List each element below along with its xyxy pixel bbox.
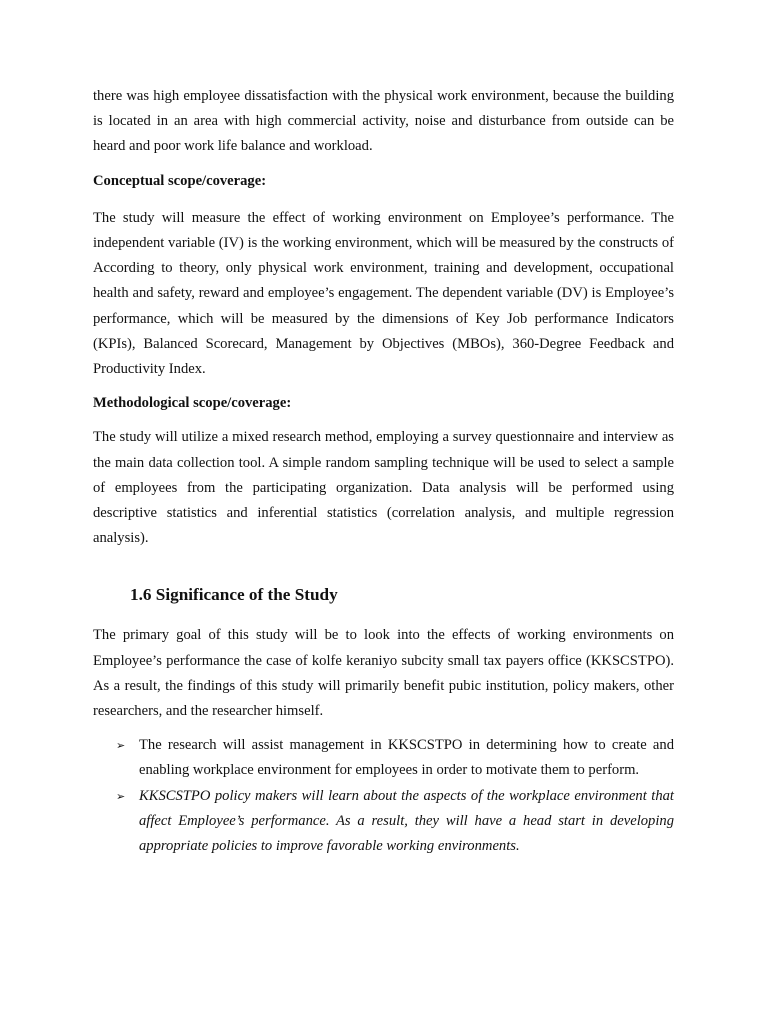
section-title-significance: 1.6 Significance of the Study <box>130 585 338 605</box>
list-item <box>93 784 674 860</box>
methodological-scope-heading: Methodological scope/coverage: <box>93 395 292 412</box>
significance-paragraph: The primary goal of this study will be to look into the effects of working environments on Employee’s performance the case of kolfe keraniyo subcity small tax payers office (KKSCSTPO). As a result, the findings of this study will primarily benefit pubic institution, policy makers, other researchers, and the researcher himself. <box>93 627 674 720</box>
bullet-text: The research will assist management in KKSCSTPO in determining how to create and enabling workplace environment for employees in order to motivate them to perform. <box>139 737 674 779</box>
document-page <box>93 84 674 859</box>
conceptual-scope-paragraph: The study will measure the effect of working environment on Employee’s performance. The independent variable (IV) is the working environment, which will be measured by the constructs of According to theory, only physical work environment, training and development, occupational health and safety, reward and employee’s engagement. The dependent variable (DV) is Employee’s performance, which will be measured by the dimensions of Key Job performance Indicators (KPIs), Balanced Scorecard, Management by Objectives (MBOs), 360-Degree Feedback and Productivity Index. <box>93 209 674 378</box>
bullet-text: KKSCSTPO policy makers will learn about the aspects of the workplace environment that affect Employee’s performance. As a result, they will have a head start in developing appropriate policies to improve favorable working environments. <box>139 787 674 855</box>
conceptual-scope-heading: Conceptual scope/coverage: <box>93 172 267 189</box>
list-item <box>93 733 674 783</box>
methodological-scope-paragraph: The study will utilize a mixed research method, employing a survey questionnaire and interview as the main data collection tool. A simple random sampling technique will be used to select a sample of employees from the participating organization. Data analysis will be performed using descriptive statistics and inferential statistics (correlation analysis, and multiple regression analysis). <box>93 429 674 547</box>
significance-bullet-list <box>93 733 674 859</box>
arrow-bullet-icon: ➢ <box>116 789 126 803</box>
intro-paragraph: there was high employee dissatisfaction with the physical work environment, because the building is located in an area with high commercial activity, noise and disturbance from outside can be heard and poor work life balance and workload. <box>93 88 674 155</box>
arrow-bullet-icon: ➢ <box>116 739 126 753</box>
